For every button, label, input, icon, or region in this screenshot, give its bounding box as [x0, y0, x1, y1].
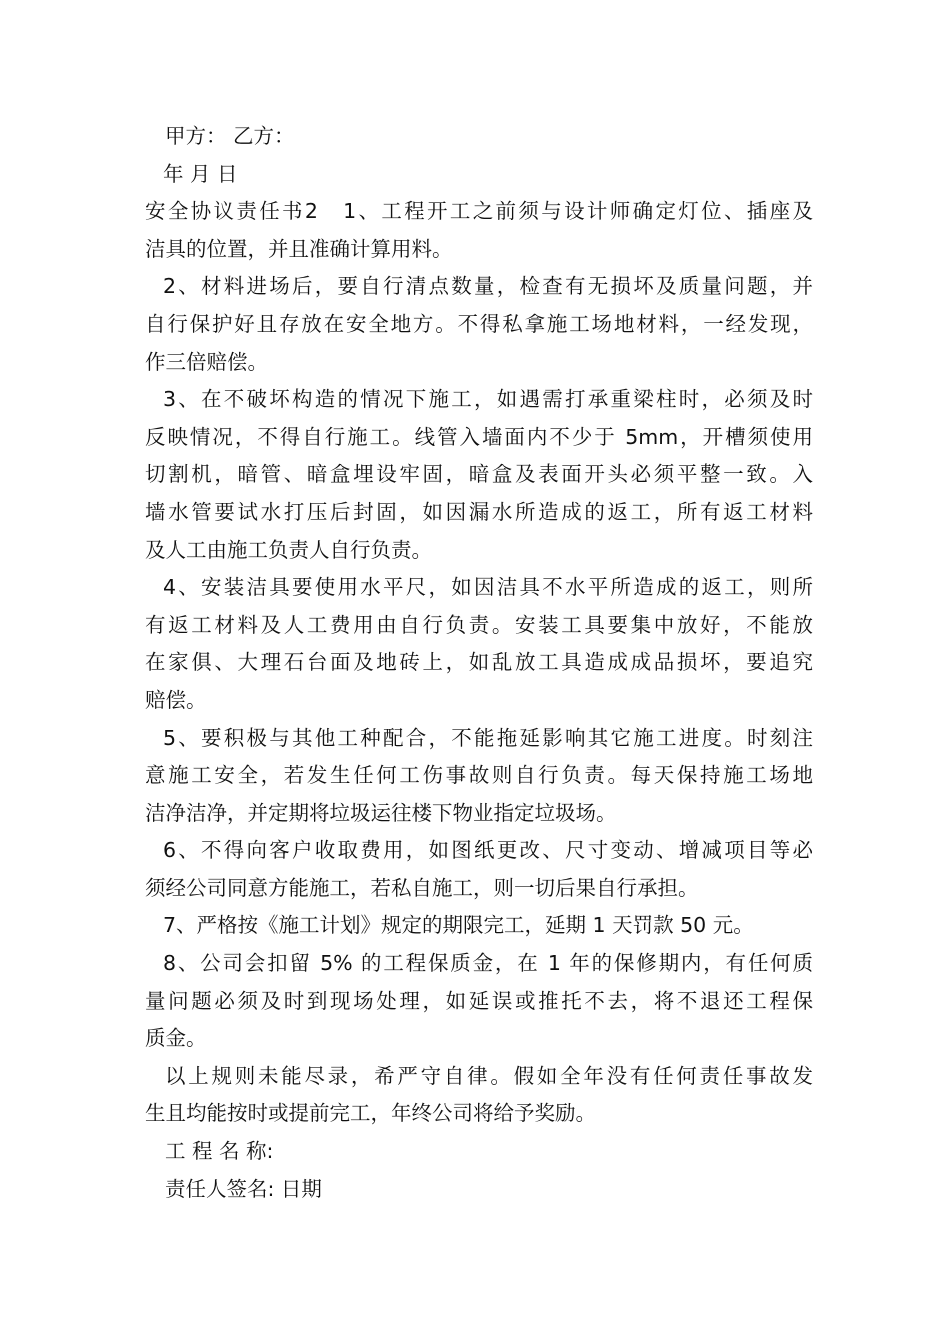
- document-line: 工 程 名 称:: [165, 1139, 274, 1164]
- document-line: 2、材料进场后，要自行清点数量，检查有无损坏及质量问题，并: [163, 274, 813, 299]
- document-line: 赔偿。: [145, 687, 207, 712]
- document-line: 有返工材料及人工费用由自行负责。安装工具要集中放好，不能放: [145, 612, 813, 637]
- document-line: 以上规则未能尽录，希严守自律。假如全年没有任何责任事故发: [165, 1063, 813, 1088]
- document-line: 7、严格按《施工计划》规定的期限完工，延期 1 天罚款 50 元。: [163, 913, 754, 938]
- document-line: 3、在不破坏构造的情况下施工，如遇需打承重梁柱时，必须及时: [163, 387, 813, 412]
- document-line: 洁具的位置，并且准确计算用料。: [145, 236, 453, 261]
- document-line: 6、不得向客户收取费用，如图纸更改、尺寸变动、增减项目等必: [163, 838, 813, 863]
- document-line: 须经公司同意方能施工，若私自施工，则一切后果自行承担。: [145, 875, 699, 900]
- document-line: 生且均能按时或提前完工，年终公司将给予奖励。: [145, 1101, 596, 1126]
- document-line: 量问题必须及时到现场处理，如延误或推托不去，将不退还工程保: [145, 988, 813, 1013]
- document-line: 墙水管要试水打压后封固，如因漏水所造成的返工，所有返工材料: [145, 499, 813, 524]
- document-line: 4、安装洁具要使用水平尺，如因洁具不水平所造成的返工，则所: [163, 575, 813, 600]
- document-line: 在家俱、大理石台面及地砖上，如乱放工具造成成品损坏，要追究: [145, 650, 813, 675]
- document-line: 洁净洁净，并定期将垃圾运往楼下物业指定垃圾场。: [145, 800, 617, 825]
- document-body: [145, 118, 813, 1208]
- document-line: 切割机，暗管、暗盒埋设牢固，暗盒及表面开头必须平整一致。入: [145, 462, 813, 487]
- document-line: 甲方： 乙方：: [165, 124, 295, 148]
- document-line: 作三倍赔偿。: [145, 349, 268, 374]
- document-line: 安全协议责任书2 1、工程开工之前须与设计师确定灯位、插座及: [145, 199, 813, 224]
- document-line: 质金。: [145, 1026, 207, 1051]
- document-line: 反映情况，不得自行施工。线管入墙面内不少于 5mm，开槽须使用: [145, 424, 813, 449]
- document-line: 责任人签名: 日期: [165, 1176, 322, 1201]
- document-line: 年 月 日: [163, 161, 238, 186]
- document-line: 自行保护好且存放在安全地方。不得私拿施工场地材料，一经发现，: [145, 311, 813, 336]
- document-line: 8、公司会扣留 5% 的工程保质金，在 1 年的保修期内，有任何质: [163, 951, 813, 976]
- document-line: 5、要积极与其他工种配合，不能拖延影响其它施工进度。时刻注: [163, 725, 813, 750]
- document-line: 及人工由施工负责人自行负责。: [145, 537, 432, 562]
- document-line: 意施工安全，若发生任何工伤事故则自行负责。每天保持施工场地: [145, 763, 813, 788]
